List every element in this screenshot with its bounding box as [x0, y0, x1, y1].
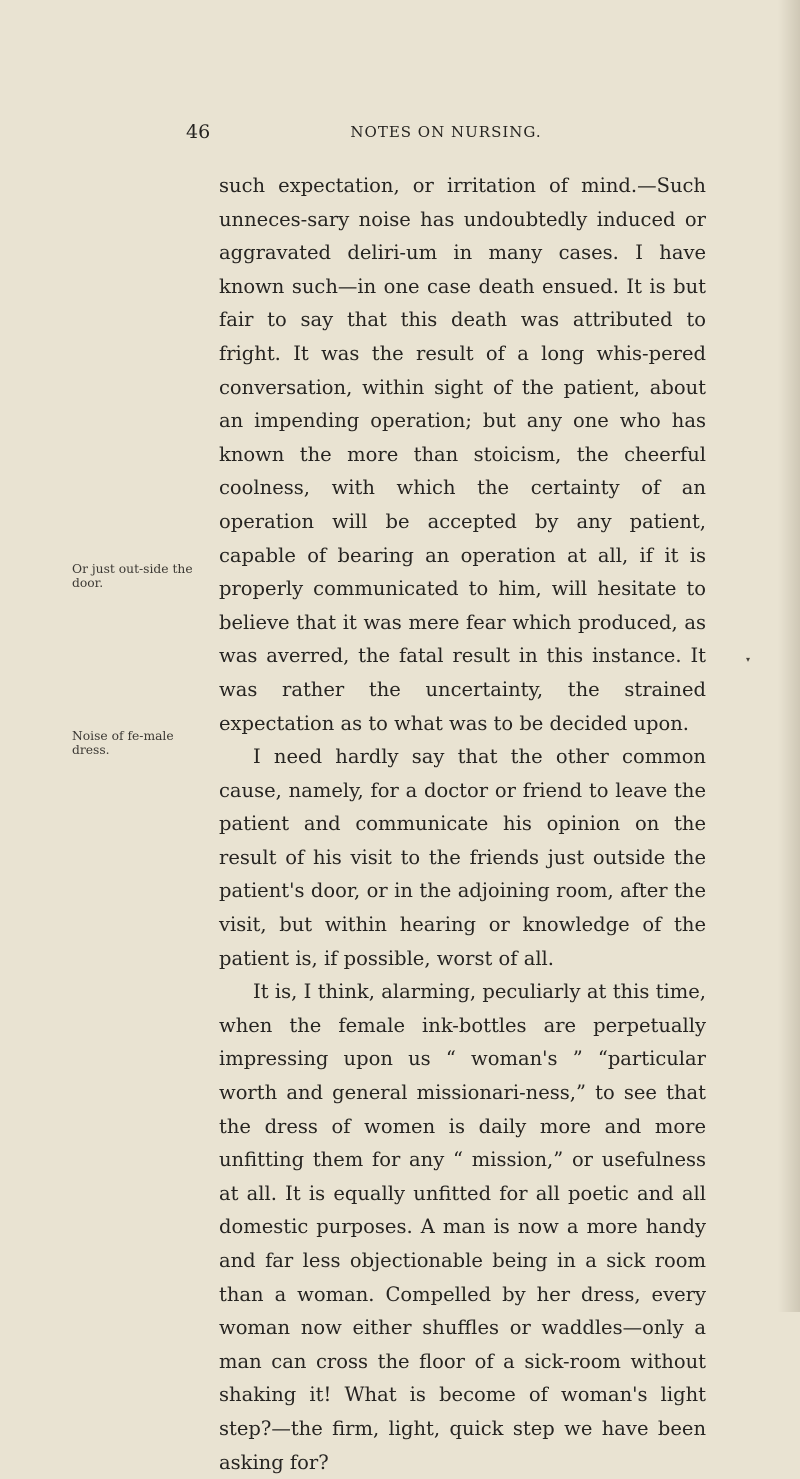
running-head [186, 118, 706, 146]
paragraph-3: It is, I think, alarming, peculiarly at this time, when the female ink-bottles are perpetually impressing upon us “ woman's ” “particular worth and general missionari-ness,” to see that the dress of women is daily more and more unfitting them for any “ mission,” or usefulness at all. It is equally unfitted for all poetic and all domestic purposes. A man is now a more handy and far less objectionable being in a sick room than a woman. Compelled by her dress, every woman now either shuffles or waddles—only a man can cross the floor of a sick-room without shaking it! What is become of woman's light step?—the firm, light, quick step we have been asking for? [219, 980, 706, 1474]
paragraph-2: I need hardly say that the other common cause, namely, for a doctor or friend to leave the patient and communicate his opinion on the result of his visit to the friends just outside the patient's door, or in the adjoining room, after the visit, but within hearing or knowledge of the patient is, if possible, worst of all. [219, 745, 706, 970]
sidenote-dress: Noise of fe-male dress. [72, 729, 174, 757]
paragraph-1: such expectation, or irritation of mind.—Such unneces-sary noise has undoubtedly induced or aggravated deliri-um in many cases. I have known such—in one case death ensued. It is but fair to say that this death was attributed to fright. It was the result of a long whis-pered conversation, within sight of the patient, about an impending operation; but any one who has known the more than stoicism, the cheerful coolness, with which the certainty of an operation will be accepted by any patient, capable of bearing an operation at all, if it is properly communicated to him, will hesitate to believe that it was mere fear which produced, as was averred, the fatal result in this instance. It was rather the uncertainty, the strained expectation as to what was to be decided upon. [219, 174, 706, 735]
page-edge-shadow [778, 0, 800, 1312]
body-text [219, 169, 706, 1479]
page-number: 46 [186, 121, 211, 143]
header-title: NOTES ON NURSING. [350, 123, 542, 141]
sidenote-door: Or just out-side the door. [72, 562, 193, 590]
stray-mark: ▾ [746, 655, 751, 664]
